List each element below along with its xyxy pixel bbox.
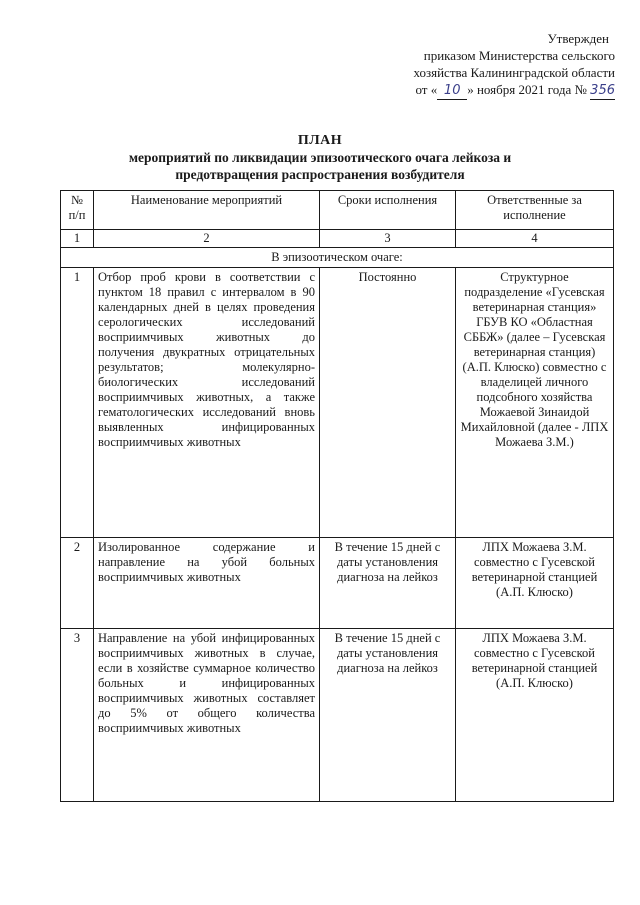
approval-line-ministry: хозяйства Калининградской области — [413, 65, 615, 80]
row-measure: Изолированное содержание и направление на убой больных восприимчивых животных — [94, 538, 320, 629]
approval-line-approved: Утвержден — [547, 31, 609, 46]
approval-date-day: 10 — [437, 82, 467, 100]
title-line-3: предотвращения распространения возбудителя — [175, 167, 465, 182]
row-term: В течение 15 дней с даты установления диагноза на лейкоз — [320, 538, 456, 629]
row-responsible: Структурное подразделение «Гусевская ветеринарная станция» ГБУВ КО «Областная СББЖ» (далее – Гусевская ветеринарная станция) (А.П. Клюско) совместно с владелицей личного подсобного хозяйства Можаевой Зинаидой Михайловной (далее - ЛПХ Можаева З.М.) — [456, 268, 614, 538]
table-row — [61, 268, 614, 538]
header-name: Наименование мероприятий — [94, 191, 320, 230]
row-responsible: ЛПХ Можаева З.М. совместно с Гусевской ветеринарной станцией (А.П. Клюско) — [456, 538, 614, 629]
title-plan: ПЛАН — [297, 133, 343, 148]
section-title: В эпизоотическом очаге: — [61, 248, 614, 268]
row-number: 1 — [61, 268, 94, 538]
document-title — [60, 132, 580, 183]
approval-date-prefix: от « — [415, 82, 438, 97]
header-num: № п/п — [61, 191, 94, 230]
section-row — [61, 248, 614, 268]
approval-block — [355, 30, 615, 100]
table-row — [61, 629, 614, 802]
column-number-4: 4 — [456, 230, 614, 248]
measures-table — [60, 190, 614, 802]
approval-date-month-year: » ноября 2021 года № — [467, 82, 587, 97]
header-responsible: Ответственные за исполнение — [456, 191, 614, 230]
row-measure: Направление на убой инфицированных восприимчивых животных в случае, если в хозяйстве суммарное количество больных и инфицированных восприимчивых животных составляет до 5% от общего количества восприимчивых животных — [94, 629, 320, 802]
row-number: 2 — [61, 538, 94, 629]
row-measure: Отбор проб крови в соответствии с пунктом 18 правил с интервалом в 90 календарных дней в целях проведения серологических исследований восприимчивых животных до получения двукратных отрицательных результатов; молекулярно-биологических исследований восприимчивых животных, а также гематологических исследований вновь выявленных инфицированных восприимчивых животных — [94, 268, 320, 538]
column-number-3: 3 — [320, 230, 456, 248]
table-header-row — [61, 191, 614, 230]
row-term: Постоянно — [320, 268, 456, 538]
column-number-row — [61, 230, 614, 248]
row-number: 3 — [61, 629, 94, 802]
approval-date-line — [355, 81, 615, 100]
approval-order-number: 356 — [590, 83, 615, 98]
column-number-1: 1 — [61, 230, 94, 248]
title-line-2: мероприятий по ликвидации эпизоотического очага лейкоза и — [128, 150, 512, 165]
table-row — [61, 538, 614, 629]
header-term: Сроки исполнения — [320, 191, 456, 230]
column-number-2: 2 — [94, 230, 320, 248]
row-term: В течение 15 дней с даты установления диагноза на лейкоз — [320, 629, 456, 802]
approval-line-order: приказом Министерства сельского — [423, 48, 615, 63]
row-responsible: ЛПХ Можаева З.М. совместно с Гусевской ветеринарной станцией (А.П. Клюско) — [456, 629, 614, 802]
